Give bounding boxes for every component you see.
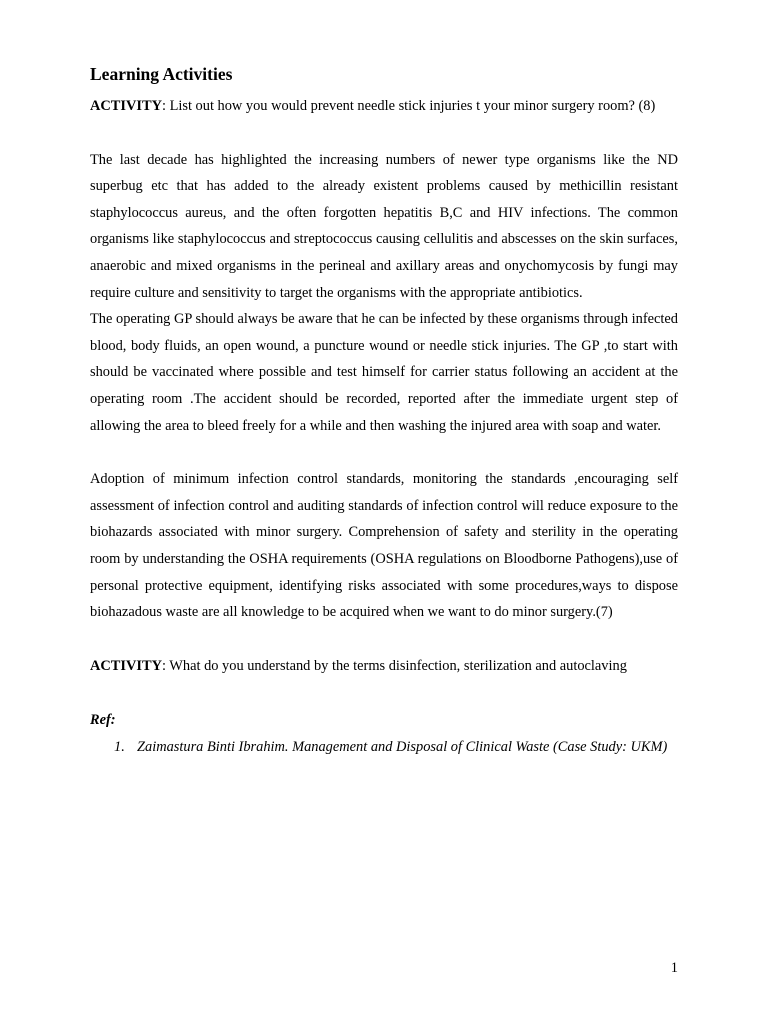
- activity-text: : List out how you would prevent needle stick injuries t your minor surgery room? (8): [161, 98, 656, 114]
- page-heading: Learning Activities: [90, 64, 233, 84]
- activity-question-2: [90, 653, 678, 680]
- references-list: [90, 734, 678, 761]
- page-number: 1: [670, 960, 678, 976]
- activity-question-1: [90, 93, 678, 120]
- references-label: Ref:: [90, 712, 116, 729]
- reference-text: Zaimastura Binti Ibrahim. Management and Disposal of Clinical Waste (Case Study: UKM): [137, 738, 668, 755]
- paragraph-infection-control: Adoption of minimum infection control standards, monitoring the standards ,encouraging self assessment of infection control and auditing standards of infection control will reduce exposure to the biohazards associated with minor surgery. Comprehension of safety and sterility in the operating room by understanding the OSHA requirements (OSHA regulations on Bloodborne Pathogens),use of personal protective equipment, identifying risks associated with some procedures,ways to dispose biohazadous waste are all knowledge to be acquired when we want to do minor surgery.(7): [90, 471, 678, 621]
- reference-number: 1.: [114, 738, 125, 755]
- reference-item: [90, 734, 678, 761]
- activity-label: ACTIVITY: [90, 657, 162, 674]
- document-page: [90, 62, 678, 760]
- activity-text: : What do you understand by the terms disinfection, sterilization and autoclaving: [161, 657, 627, 674]
- activity-label: ACTIVITY: [90, 98, 162, 114]
- paragraph-organisms: The last decade has highlighted the increasing numbers of newer type organisms like the ND superbug etc that has added to the already existent problems caused by methicillin resistant staphylococcus aureus, and the often forgotten hepatitis B,C and HIV infections. The common organisms like staphylococcus and streptococcus causing cellulitis and abscesses on the skin surfaces, anaerobic and mixed organisms in the perineal and axillary areas and onychomycosis by fungi may require culture and sensitivity to target the organisms with the appropriate antibiotics.: [90, 151, 678, 301]
- paragraph-infection-risk: The operating GP should always be aware that he can be infected by these organisms through infected blood, body fluids, an open wound, a puncture wound or needle stick injuries. The GP ,to start with should be vaccinated where possible and test himself for carrier status following an accident at the operating room .The accident should be recorded, reported after the immediate urgent step of allowing the area to bleed freely for a while and then washing the injured area with soap and water.: [90, 311, 678, 434]
